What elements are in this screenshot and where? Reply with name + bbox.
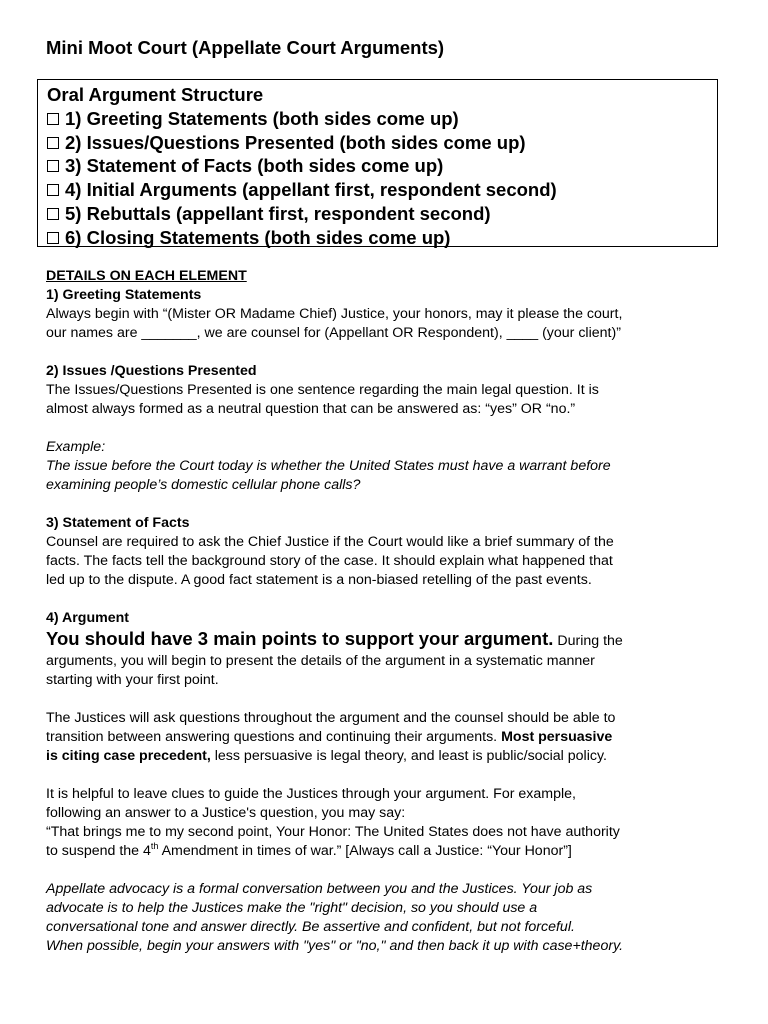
argument-heading: 4) Argument <box>46 610 130 626</box>
argument-text: The Justices will ask questions throughout the argument and the counsel should be able to <box>46 710 616 726</box>
argument-lead: You should have 3 main points to support your argument. During the <box>46 628 623 649</box>
greeting-heading: 1) Greeting Statements <box>46 287 202 303</box>
checkbox-icon <box>47 113 59 125</box>
example-label: Example: <box>46 439 106 455</box>
structure-item: 2) Issues/Questions Presented (both sides come up) <box>47 131 717 155</box>
facts-text: facts. The facts tell the background story of the case. It should explain what happened that <box>46 553 613 569</box>
structure-item: 6) Closing Statements (both sides come up) <box>47 226 717 250</box>
structure-box <box>37 79 718 247</box>
checkbox-icon <box>47 160 59 172</box>
details-heading: DETAILS ON EACH ELEMENT <box>46 268 247 284</box>
checkbox-icon <box>47 232 59 244</box>
advocacy-note: When possible, begin your answers with "yes" or "no," and then back it up with case+theory. <box>46 938 624 954</box>
argument-text: is citing case precedent, less persuasive is legal theory, and least is public/social policy. <box>46 748 607 764</box>
issues-text: The Issues/Questions Presented is one sentence regarding the main legal question. It is <box>46 382 599 398</box>
issues-heading: 2) Issues /Questions Presented <box>46 363 257 379</box>
structure-item: 1) Greeting Statements (both sides come up) <box>47 107 717 131</box>
details-section <box>46 267 746 956</box>
structure-item: 3) Statement of Facts (both sides come up) <box>47 154 717 178</box>
page-title: Mini Moot Court (Appellate Court Arguments) <box>46 37 445 58</box>
checkbox-icon <box>47 208 59 220</box>
checkbox-icon <box>47 184 59 196</box>
argument-quote: “That brings me to my second point, Your Honor: The United States does not have authority <box>46 824 620 840</box>
issues-text: almost always formed as a neutral question that can be answered as: “yes” OR “no.” <box>46 401 576 417</box>
example-text: The issue before the Court today is whether the United States must have a warrant before <box>46 458 611 474</box>
argument-quote: to suspend the 4th Amendment in times of war.” [Always call a Justice: “Your Honor”] <box>46 841 572 859</box>
argument-text: arguments, you will begin to present the details of the argument in a systematic manner <box>46 653 595 669</box>
structure-item: 4) Initial Arguments (appellant first, respondent second) <box>47 178 717 202</box>
checkbox-icon <box>47 137 59 149</box>
argument-text: It is helpful to leave clues to guide the Justices through your argument. For example, <box>46 786 576 802</box>
facts-text: Counsel are required to ask the Chief Justice if the Court would like a brief summary of the <box>46 534 614 550</box>
facts-heading: 3) Statement of Facts <box>46 515 190 531</box>
greeting-text: our names are _______, we are counsel for (Appellant OR Respondent), ____ (your client)” <box>46 325 621 341</box>
argument-text: transition between answering questions and continuing their arguments. Most persuasive <box>46 729 613 745</box>
greeting-text: Always begin with “(Mister OR Madame Chief) Justice, your honors, may it please the court, <box>46 306 623 322</box>
argument-text: starting with your first point. <box>46 672 219 688</box>
argument-text: following an answer to a Justice's question, you may say: <box>46 805 406 821</box>
structure-heading: Oral Argument Structure <box>47 84 264 105</box>
facts-text: led up to the dispute. A good fact statement is a non-biased retelling of the past events. <box>46 572 592 588</box>
example-text: examining people’s domestic cellular phone calls? <box>46 477 361 493</box>
advocacy-note: advocate is to help the Justices make the "right" decision, so you should use a <box>46 900 538 916</box>
advocacy-note: Appellate advocacy is a formal conversation between you and the Justices. Your job as <box>46 881 593 897</box>
structure-item: 5) Rebuttals (appellant first, respondent second) <box>47 202 717 226</box>
advocacy-note: conversational tone and answer directly. Be assertive and confident, but not forceful. <box>46 919 575 935</box>
